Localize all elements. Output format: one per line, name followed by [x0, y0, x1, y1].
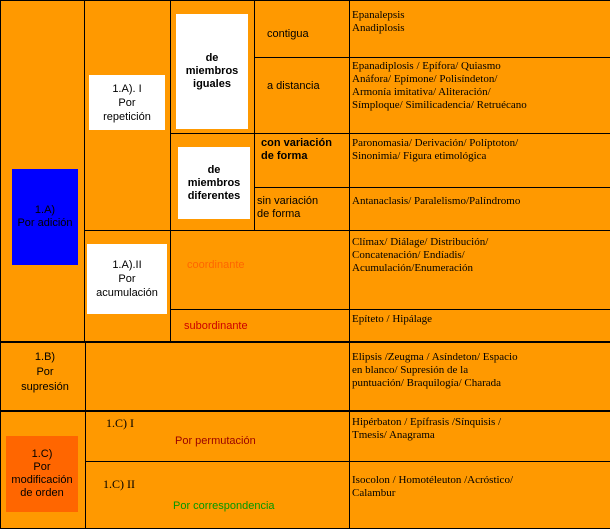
- grid-line: [84, 230, 610, 231]
- figures-distancia: Epanadiplosis / Epífora/ Quiasmo Anáfora/ Epímone/ Polisíndeton/ Armonía imitativa/ Aliteración/ Símploque/ Similicadencia/ Retruécano: [352, 60, 527, 111]
- por-adicion-box: [12, 169, 78, 265]
- figures-correspondencia: Isocolon / Homotéleuton /Acróstico/ Calambur: [352, 474, 513, 499]
- con-variacion-label: con variación de forma: [261, 137, 332, 162]
- a-distancia-label: a distancia: [267, 80, 320, 92]
- grid-line: [85, 342, 86, 529]
- grid-line: [0, 0, 1, 529]
- figures-coordinante: Clímax/ Diálage/ Distribución/ Concatenación/ Endíadis/ Acumulación/Enumeración: [352, 236, 489, 274]
- section-divider: [0, 341, 610, 343]
- figures-supresion: Elipsis /Zeugma / Asíndeton/ Espacio en blanco/ Supresión de la puntuación/ Braquilogía/ Charada: [352, 351, 518, 389]
- figures-permutacion: Hipérbaton / Epífrasis /Sínquisis / Tmesis/ Anagrama: [352, 416, 502, 441]
- por-supresion-label: 1.B) Por supresión: [21, 351, 69, 393]
- grid-line: [254, 0, 255, 230]
- modificacion-orden-label: 1.C) Por modificación de orden: [11, 448, 73, 499]
- grid-line: [170, 0, 171, 342]
- grid-line: [349, 0, 350, 529]
- miembros-iguales-box: [176, 14, 248, 129]
- por-correspondencia-label: Por correspondencia: [173, 500, 275, 512]
- por-acumulacion-label: 1.A).II Por acumulación: [96, 259, 158, 299]
- por-acumulacion-box: [87, 244, 167, 314]
- miembros-iguales-label: de miembros iguales: [185, 52, 239, 90]
- coordinante-label: coordinante: [187, 259, 245, 271]
- figures-sin-variacion: Antanaclasis/ Paralelismo/Palíndromo: [352, 195, 521, 207]
- por-repeticion-label: 1.A). I Por repetición: [103, 82, 151, 123]
- por-repeticion-box: [89, 75, 165, 130]
- grid-line: [170, 133, 610, 134]
- figures-contigua: Epanalepsis Anadiplosis: [352, 9, 405, 34]
- c-ii-label: 1.C) II: [103, 477, 135, 491]
- grid-line: [85, 461, 610, 462]
- subordinante-label: subordinante: [184, 320, 248, 332]
- grid-line: [84, 0, 85, 342]
- grid-line: [170, 309, 610, 310]
- por-permutacion-label: Por permutación: [175, 435, 256, 447]
- miembros-diferentes-box: [178, 147, 250, 219]
- grid-line: [254, 57, 610, 58]
- section-divider: [0, 410, 610, 412]
- por-adicion-label: 1.A) Por adición: [17, 204, 73, 229]
- miembros-diferentes-label: de miembros diferentes: [187, 163, 241, 202]
- modificacion-orden-box: [6, 436, 78, 512]
- grid-line: [254, 187, 610, 188]
- sin-variacion-label: sin variación de forma: [257, 195, 319, 220]
- contigua-label: contigua: [267, 28, 309, 40]
- figures-con-variacion: Paronomasia/ Derivación/ Políptoton/ Sinonimia/ Figura etimológica: [352, 137, 519, 162]
- grid-line: [0, 0, 610, 1]
- figures-subordinante: Epíteto / Hipálage: [352, 313, 433, 325]
- c-i-label: 1.C) I: [106, 416, 134, 430]
